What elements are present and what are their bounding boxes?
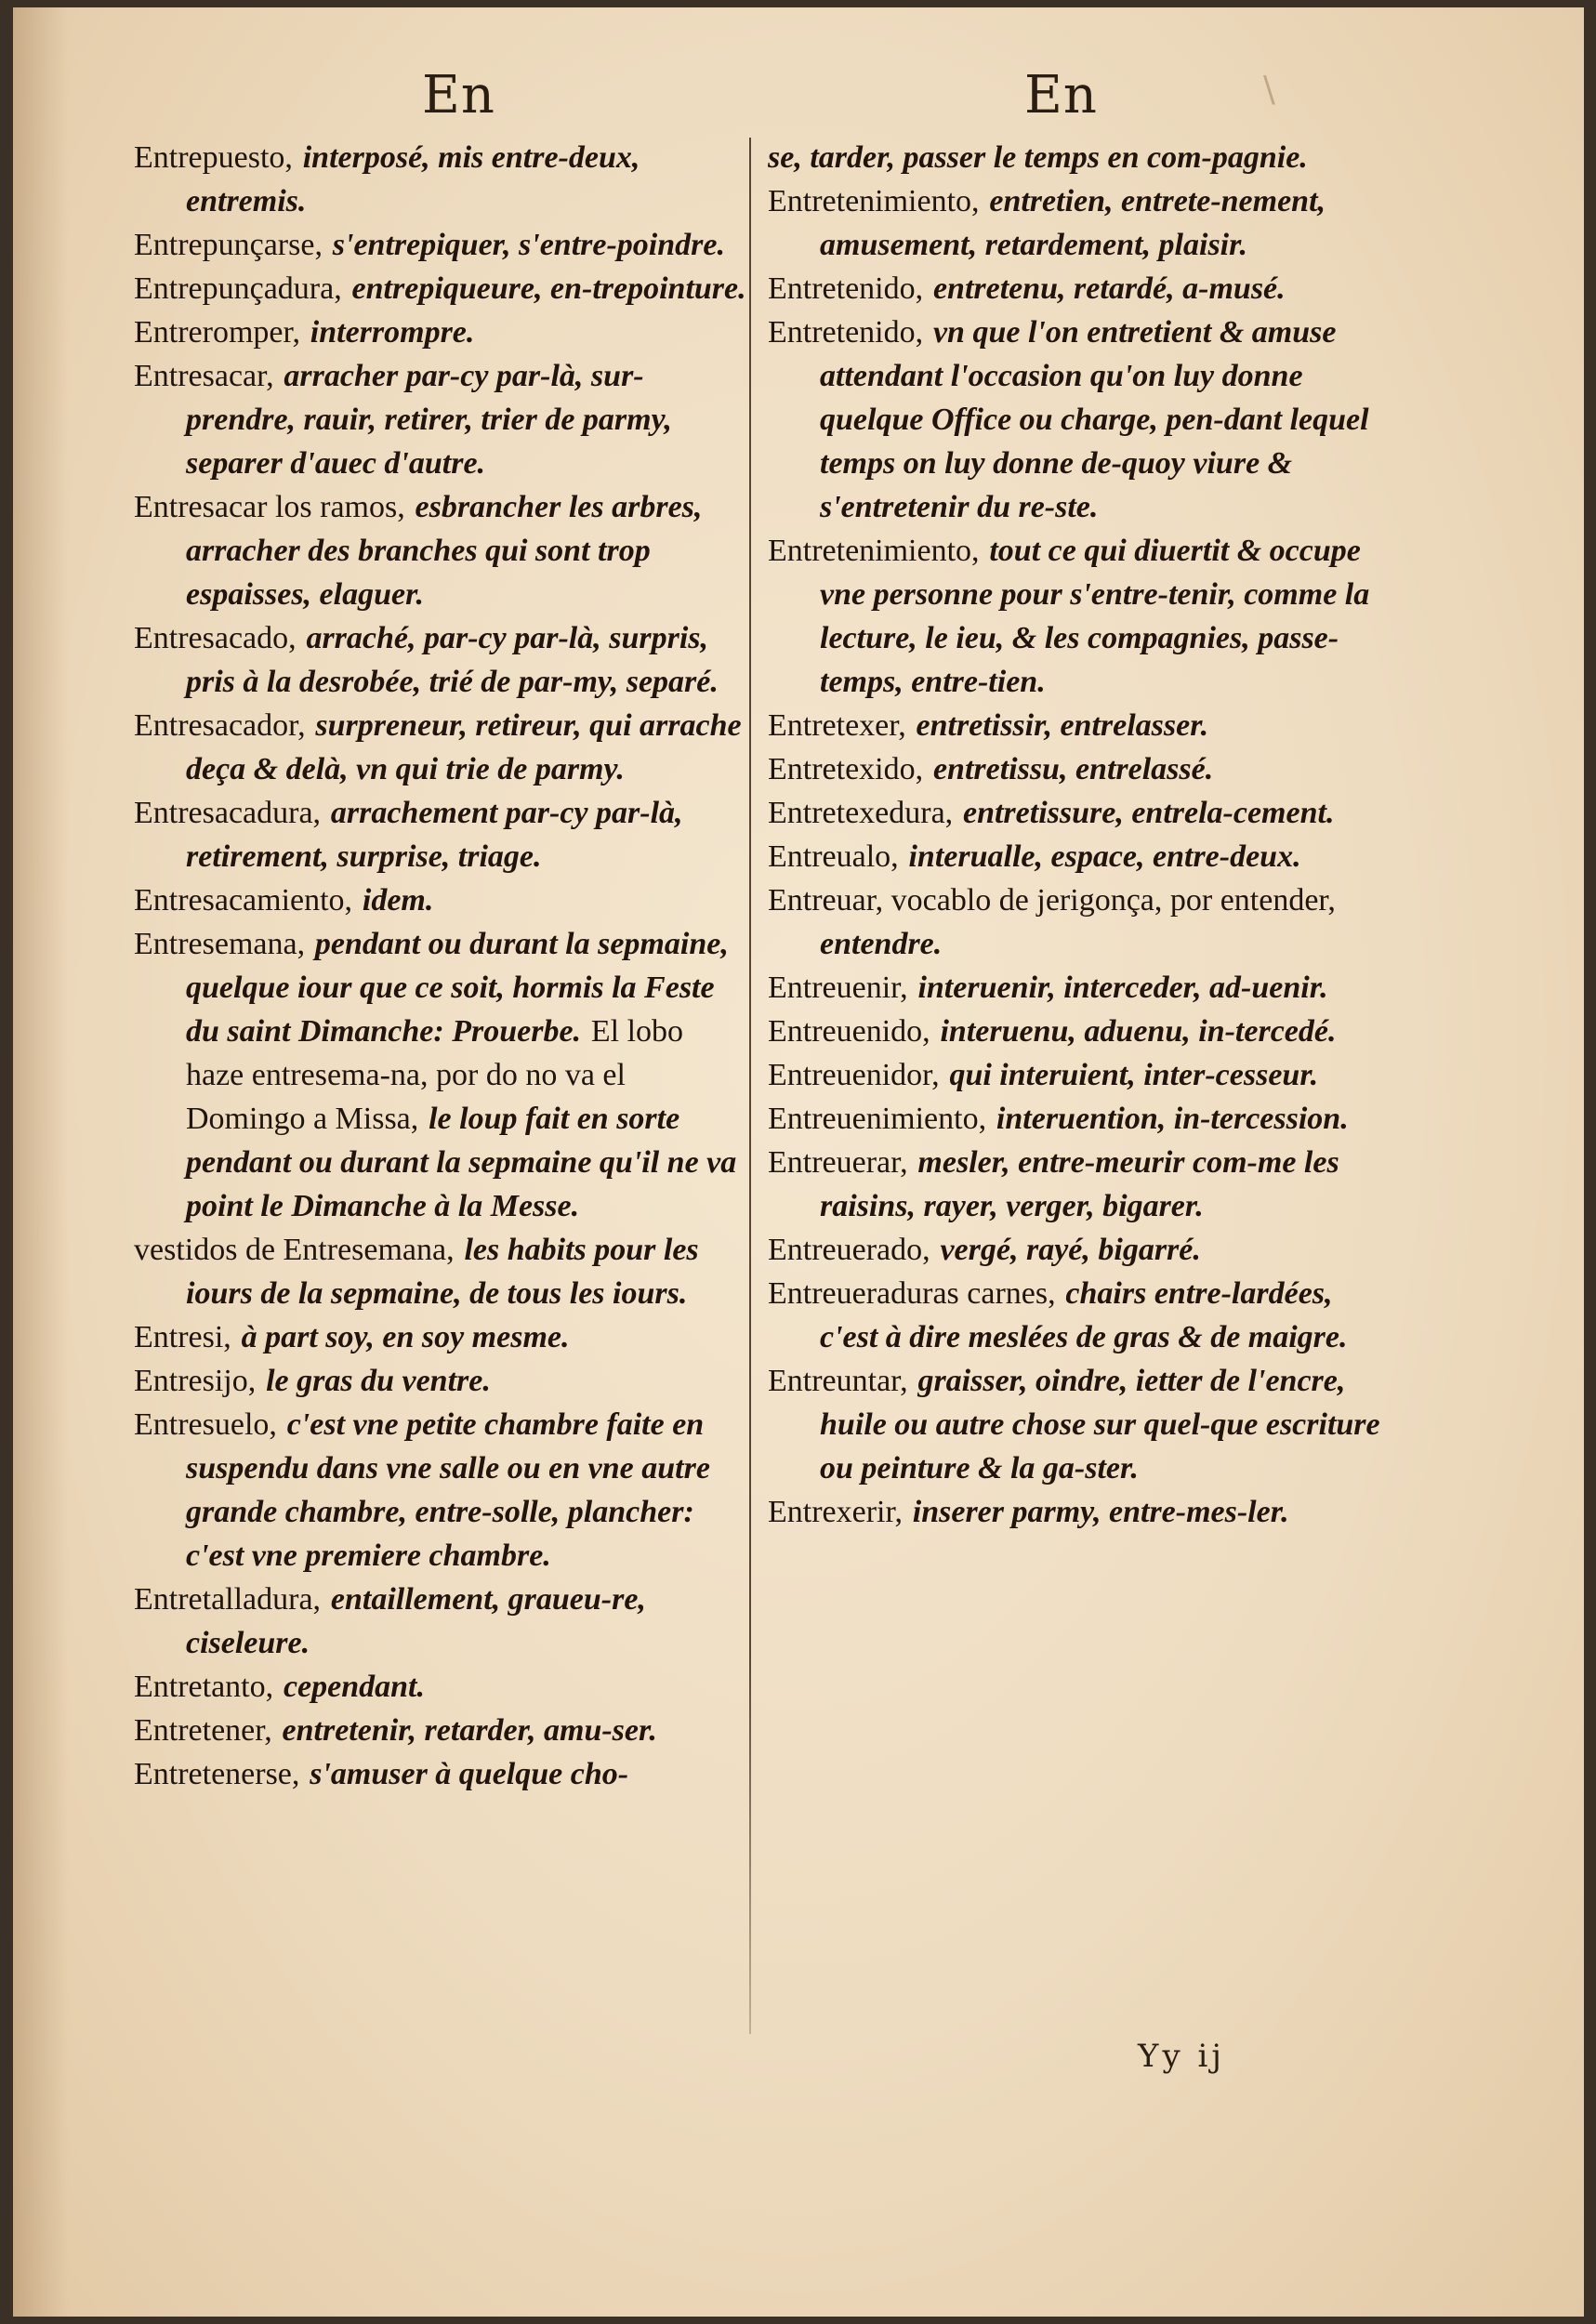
entry-definition: esbrancher les arbres, arracher des branches qui sont trop espaisses, elaguer.: [186, 490, 703, 612]
dictionary-entry: [768, 791, 1381, 835]
entry-headword: Entrepuesto,: [134, 140, 293, 175]
entry-headword: Entretalladura,: [134, 1582, 322, 1617]
entry-definition: interuenir, interceder, ad-uenir.: [917, 971, 1328, 1005]
entry-headword: Entretexedura,: [768, 796, 954, 830]
entry-definition: graisser, oindre, ietter de l'encre, huile ou autre chose sur quel-que escriture ou peinture & la ga-ster.: [820, 1364, 1380, 1486]
right-running-header: En: [1024, 65, 1098, 125]
entry-headword: Entretexido,: [768, 752, 924, 786]
entry-headword: Entretener,: [134, 1713, 272, 1748]
entry-headword: Entreuerar,: [768, 1145, 908, 1180]
entry-headword: Entresuelo,: [134, 1407, 277, 1442]
entry-definition: entaillement, graueu-re, ciseleure.: [186, 1582, 646, 1660]
entry-definition: vn que l'on entretient & amuse attendant l'occasion qu'on luy donne quelque Office ou charge, pen-dant lequel temps on luy donne de-quoy viure & s'entretenir du re-ste.: [820, 315, 1369, 524]
entry-headword: Entresijo,: [134, 1364, 257, 1398]
entry-headword: Entretexer,: [768, 708, 906, 743]
left-column: [134, 136, 747, 2041]
dictionary-entry: [134, 791, 747, 878]
dictionary-entry: [768, 1490, 1381, 1534]
entry-definition: surpreneur, retireur, qui arrache deça & delà, vn qui trie de parmy.: [186, 708, 742, 786]
entry-definition: interuention, in-tercession.: [996, 1102, 1349, 1136]
dictionary-entry: [768, 1010, 1381, 1053]
dictionary-entry: [768, 267, 1381, 310]
entry-headword: Entreuar, vocablo de jerigonça, por entender,: [768, 883, 1336, 918]
entry-headword: Entretenido,: [768, 271, 924, 306]
dictionary-page: [13, 7, 1584, 2317]
entry-definition: interposé, mis entre-deux, entremis.: [186, 140, 640, 218]
dictionary-entry: [768, 1053, 1381, 1097]
entry-headword: Entretanto,: [134, 1670, 274, 1704]
dictionary-entry: [134, 1665, 747, 1709]
entry-definition: s'amuser à quelque cho-: [310, 1757, 629, 1791]
dictionary-entry: [134, 485, 747, 616]
entry-headword: Entreuenido,: [768, 1014, 930, 1049]
entry-definition: entretissir, entrelasser.: [916, 708, 1209, 743]
dictionary-entry: [134, 616, 747, 704]
entry-headword: Entreueraduras carnes,: [768, 1276, 1056, 1311]
entry-definition: qui interuient, inter-cesseur.: [949, 1058, 1319, 1092]
left-running-header: En: [422, 65, 495, 125]
entry-headword: Entresemana,: [134, 927, 306, 961]
entry-definition: entretissure, entrela-cement.: [962, 796, 1335, 830]
dictionary-entry: [768, 179, 1381, 267]
dictionary-entry: [134, 1315, 747, 1359]
entry-definition: entretissu, entrelassé.: [932, 752, 1214, 786]
entry-headword: Entrexerir,: [768, 1495, 903, 1529]
entry-definition: idem.: [362, 883, 434, 918]
entry-headword: Entresacar,: [134, 359, 274, 393]
entry-definition: mesler, entre-meurir com-me les raisins, rayer, verger, bigarer.: [820, 1145, 1339, 1223]
entry-headword: Entreuenimiento,: [768, 1102, 987, 1136]
dictionary-entry: [768, 878, 1381, 966]
entry-definition: se, tarder, passer le temps en com-pagnie.: [768, 140, 1308, 175]
entry-definition: cependant.: [283, 1670, 425, 1704]
entry-definition: à part soy, en soy mesme.: [241, 1320, 570, 1354]
entry-headword: vestidos de Entresemana,: [134, 1233, 455, 1267]
dictionary-entry: [134, 310, 747, 354]
entry-definition: pendant ou durant la sepmaine, quelque iour que ce soit, hormis la Feste du saint Dimanche: Prouerbe.: [186, 927, 729, 1049]
entry-definition: tout ce qui diuertit & occupe vne personne pour s'entre-tenir, comme la lecture, le ieu, & les compagnies, passe-temps, entre-tien.: [820, 534, 1370, 699]
entry-headword: Entretenimiento,: [768, 184, 980, 218]
entry-headword: Entresi,: [134, 1320, 231, 1354]
dictionary-entry: [134, 878, 747, 922]
dictionary-entry: [134, 136, 747, 223]
entry-headword: Entretenerse,: [134, 1757, 300, 1791]
dictionary-entry: [768, 310, 1381, 529]
entry-definition: entretenir, retarder, amu-ser.: [282, 1713, 657, 1748]
dictionary-entry: [134, 1752, 747, 1796]
entry-definition: entretenu, retardé, a-musé.: [932, 271, 1286, 306]
entry-headword: Entrepunçadura,: [134, 271, 342, 306]
entry-definition: le gras du ventre.: [266, 1364, 491, 1398]
entry-headword: Entresacado,: [134, 621, 297, 655]
dictionary-entry: [134, 1228, 747, 1315]
entry-definition: vergé, rayé, bigarré.: [940, 1233, 1201, 1267]
column-divider: [749, 138, 751, 2034]
dictionary-entry: [768, 1097, 1381, 1141]
entry-headword: Entretenimiento,: [768, 534, 980, 568]
dictionary-entry: [134, 704, 747, 791]
entry-headword: Entreuntar,: [768, 1364, 908, 1398]
dictionary-entry: [768, 529, 1381, 704]
entry-definition: arrachement par-cy par-là, retirement, surprise, triage.: [186, 796, 683, 874]
entry-proverb-translation: le loup fait en sorte pendant ou durant la sepmaine qu'il ne va point le Dimanche à la Messe.: [186, 1102, 737, 1223]
entry-headword: Entreuenidor,: [768, 1058, 940, 1092]
entry-definition: interrompre.: [310, 315, 475, 350]
dictionary-entry: [768, 835, 1381, 878]
entry-definition: interualle, espace, entre-deux.: [908, 839, 1301, 874]
entry-definition: entrepiqueure, en-trepointure.: [351, 271, 746, 306]
dictionary-entry: [134, 1403, 747, 1578]
signature-mark: Yy ij: [1138, 2038, 1225, 2075]
entry-proverb: El lobo haze entresema-na, por do no va el Domingo a Missa,: [186, 1014, 684, 1136]
dictionary-entry: [134, 1709, 747, 1752]
entry-definition: s'entrepiquer, s'entre-poindre.: [332, 228, 725, 262]
dictionary-entry: [768, 1272, 1381, 1359]
dictionary-entry: [134, 354, 747, 485]
stray-mark: \: [1263, 69, 1275, 110]
entry-definition: entretien, entrete-nement, amusement, retardement, plaisir.: [820, 184, 1326, 262]
dictionary-entry: [768, 1359, 1381, 1490]
entry-definition: chairs entre-lardées, c'est à dire meslées de gras & de maigre.: [820, 1276, 1348, 1354]
dictionary-entry: [768, 966, 1381, 1010]
entry-headword: Entrepunçarse,: [134, 228, 323, 262]
entry-definition: les habits pour les iours de la sepmaine, de tous les iours.: [186, 1233, 699, 1311]
entry-headword: Entretenido,: [768, 315, 924, 350]
entry-definition: entendre.: [820, 927, 943, 961]
dictionary-entry: [134, 1359, 747, 1403]
entry-headword: Entresacador,: [134, 708, 306, 743]
entry-definition: inserer parmy, entre-mes-ler.: [912, 1495, 1289, 1529]
entry-definition: arraché, par-cy par-là, surpris, pris à la desrobée, trié de par-my, separé.: [186, 621, 719, 699]
entry-definition: arracher par-cy par-là, sur-prendre, rauir, retirer, trier de parmy, separer d'auec d'autre.: [186, 359, 672, 481]
entry-headword: Entreualo,: [768, 839, 899, 874]
dictionary-entry: [768, 747, 1381, 791]
dictionary-entry: [134, 223, 747, 267]
dictionary-entry: [768, 1141, 1381, 1228]
entry-headword: Entresacadura,: [134, 796, 322, 830]
dictionary-entry: [134, 1578, 747, 1665]
entry-headword: Entresacar los ramos,: [134, 490, 405, 524]
dictionary-entry: [768, 704, 1381, 747]
dictionary-entry: [134, 267, 747, 310]
entry-headword: Entreromper,: [134, 315, 300, 350]
dictionary-entry: [768, 1228, 1381, 1272]
entry-headword: Entreuenir,: [768, 971, 908, 1005]
dictionary-entry: [768, 136, 1381, 179]
entry-definition: c'est vne petite chambre faite en suspendu dans vne salle ou en vne autre grande chambre, entre-solle, plancher: c'est vne premiere chambre.: [186, 1407, 710, 1573]
entry-definition: interuenu, aduenu, in-tercedé.: [940, 1014, 1337, 1049]
entry-headword: Entreuerado,: [768, 1233, 930, 1267]
entry-headword: Entresacamiento,: [134, 883, 353, 918]
right-column: [768, 136, 1381, 2041]
dictionary-entry: [134, 922, 747, 1228]
